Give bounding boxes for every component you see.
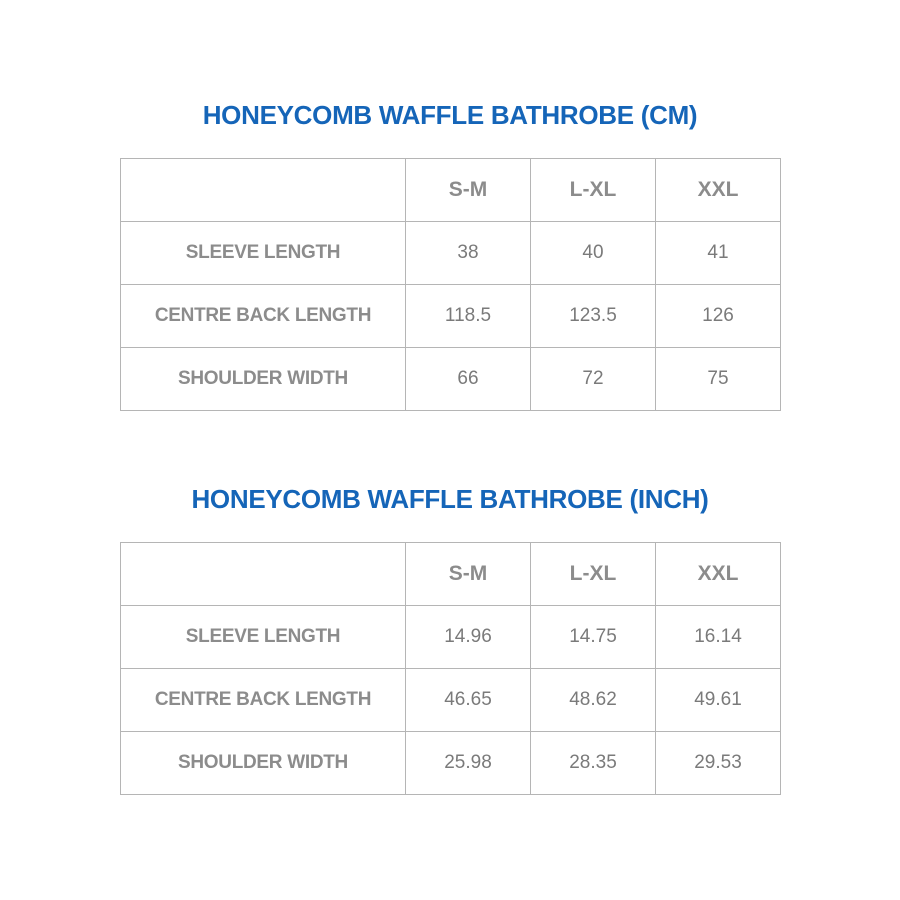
measurement-value: 46.65: [406, 669, 531, 732]
measurement-label: SLEEVE LENGTH: [121, 222, 406, 285]
table-row: [121, 348, 781, 411]
empty-header-cell: [121, 159, 406, 222]
empty-header-cell: [121, 543, 406, 606]
measurement-value: 126: [656, 285, 781, 348]
header-row: [121, 159, 781, 222]
measurement-label: SHOULDER WIDTH: [121, 732, 406, 795]
measurement-value: 75: [656, 348, 781, 411]
measurement-label: SHOULDER WIDTH: [121, 348, 406, 411]
table-row: [121, 285, 781, 348]
table-row: [121, 732, 781, 795]
table-row: [121, 606, 781, 669]
measurement-value: 123.5: [531, 285, 656, 348]
measurement-value: 14.75: [531, 606, 656, 669]
size-header: XXL: [656, 543, 781, 606]
measurement-value: 49.61: [656, 669, 781, 732]
measurement-label: CENTRE BACK LENGTH: [121, 669, 406, 732]
size-header: L-XL: [531, 543, 656, 606]
measurement-value: 41: [656, 222, 781, 285]
measurement-value: 29.53: [656, 732, 781, 795]
size-header: XXL: [656, 159, 781, 222]
inch-size-table: [120, 542, 781, 795]
table-row: [121, 669, 781, 732]
measurement-value: 48.62: [531, 669, 656, 732]
size-header: S-M: [406, 159, 531, 222]
cm-table-title: HONEYCOMB WAFFLE BATHROBE (CM): [202, 100, 698, 130]
measurement-label: CENTRE BACK LENGTH: [121, 285, 406, 348]
size-header: L-XL: [531, 159, 656, 222]
measurement-value: 118.5: [406, 285, 531, 348]
measurement-value: 16.14: [656, 606, 781, 669]
cm-size-table: [120, 158, 781, 411]
measurement-value: 72: [531, 348, 656, 411]
measurement-value: 25.98: [406, 732, 531, 795]
measurement-value: 40: [531, 222, 656, 285]
measurement-value: 14.96: [406, 606, 531, 669]
size-header: S-M: [406, 543, 531, 606]
table-row: [121, 222, 781, 285]
inch-table-title: HONEYCOMB WAFFLE BATHROBE (INCH): [191, 484, 709, 514]
measurement-value: 38: [406, 222, 531, 285]
measurement-value: 66: [406, 348, 531, 411]
measurement-value: 28.35: [531, 732, 656, 795]
measurement-label: SLEEVE LENGTH: [121, 606, 406, 669]
header-row: [121, 543, 781, 606]
